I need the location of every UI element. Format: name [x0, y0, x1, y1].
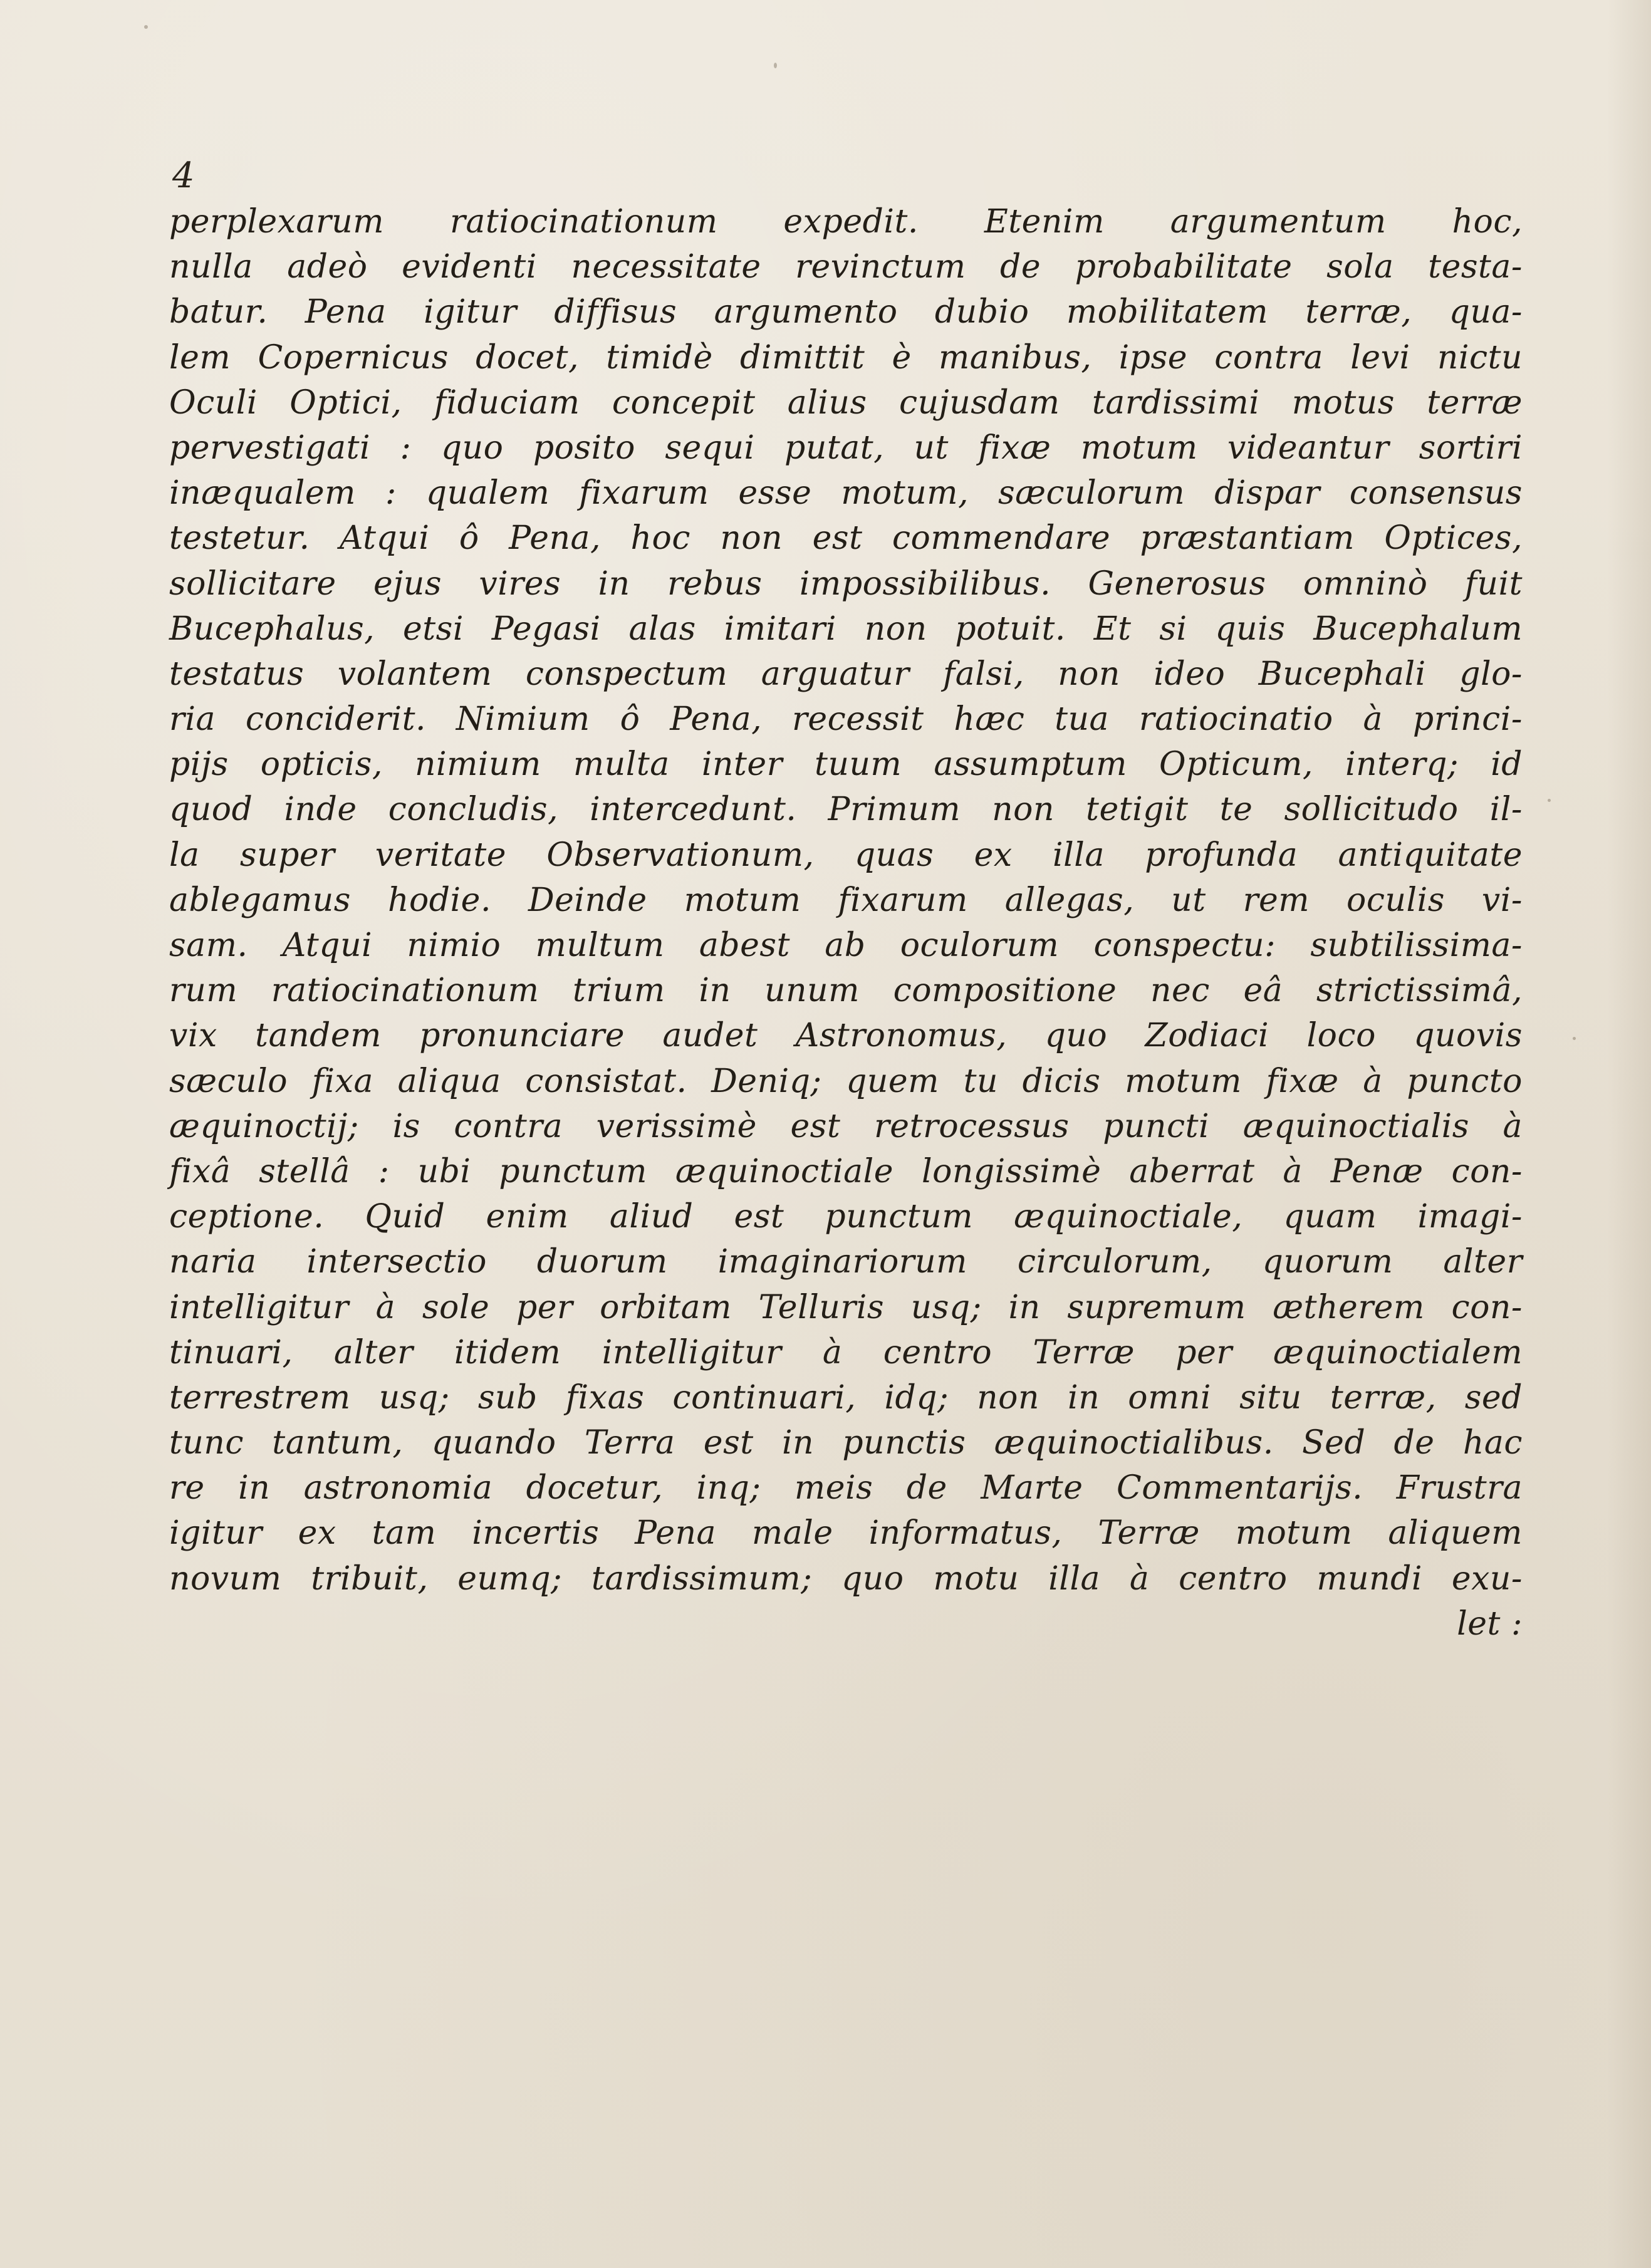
- text-line: novum tribuit, eumq; tardissimum; quo motu illa à centro mundi exu-: [169, 1559, 1523, 1598]
- text-line: inæqualem : qualem fixarum esse motum, sæculorum dispar consensus: [169, 474, 1523, 512]
- text-line: la super veritate Observationum, quas ex illa profunda antiquitate: [169, 836, 1523, 874]
- text-line: naria intersectio duorum imaginariorum circulorum, quorum alter: [169, 1243, 1523, 1281]
- text-line: fixâ stellâ : ubi punctum æquinoctiale longissimè aberrat à Penæ con-: [169, 1152, 1523, 1190]
- paper-speck: [774, 63, 777, 68]
- text-line: sollicitare ejus vires in rebus impossibilibus. Generosus omninò fuit: [169, 564, 1523, 603]
- text-line: pervestigati : quo posito sequi putat, ut fixæ motum videantur sortiri: [169, 429, 1523, 467]
- body-text: [169, 199, 1523, 1646]
- text-line: sam. Atqui nimio multum abest ab oculorum conspectu: subtilissima-: [169, 927, 1523, 964]
- page-number: 4: [172, 155, 195, 196]
- text-line: testetur. Atqui ô Pena, hoc non est commendare præstantiam Optices,: [169, 519, 1523, 558]
- text-line: batur. Pena igitur diffisus argumento dubio mobilitatem terræ, qua-: [169, 293, 1523, 331]
- text-line: terrestrem usq; sub fixas continuari, idq; non in omni situ terræ, sed: [169, 1378, 1523, 1417]
- paper-speck: [144, 25, 148, 29]
- text-line: tunc tantum, quando Terra est in punctis æquinoctialibus. Sed de hac: [169, 1424, 1523, 1462]
- text-line: re in astronomia docetur, inq; meis de Marte Commentarijs. Frustra: [169, 1469, 1523, 1507]
- paper-speck: [1573, 1037, 1576, 1040]
- text-line: testatus volantem conspectum arguatur falsi, non ideo Bucephali glo-: [169, 655, 1523, 693]
- text-line: intelligitur à sole per orbitam Telluris usq; in supremum ætherem con-: [169, 1288, 1523, 1326]
- text-line: Bucephalus, etsi Pegasi alas imitari non potuit. Et si quis Bucephalum: [169, 610, 1523, 648]
- text-line: ceptione. Quid enim aliud est punctum æquinoctiale, quam imagi-: [169, 1198, 1523, 1236]
- text-line: rum ratiocinationum trium in unum compositione nec eâ strictissimâ,: [169, 972, 1523, 1010]
- text-line: æquinoctij; is contra verissimè est retrocessus puncti æquinoctialis à: [169, 1107, 1523, 1145]
- text-line: pijs opticis, nimium multa inter tuum assumptum Opticum, interq; id: [169, 746, 1523, 784]
- text-line: lem Copernicus docet, timidè dimittit è manibus, ipse contra levi nictu: [169, 338, 1523, 377]
- text-line: ria conciderit. Nimium ô Pena, recessit hæc tua ratiocinatio à princi-: [169, 700, 1523, 739]
- catchword: let :: [1457, 1605, 1523, 1643]
- text-line: igitur ex tam incertis Pena male informatus, Terræ motum aliquem: [169, 1514, 1523, 1553]
- text-line: ablegamus hodie. Deinde motum fixarum allegas, ut rem oculis vi-: [169, 881, 1523, 919]
- page-edge-shadow: [1607, 0, 1651, 2268]
- text-line: nulla adeò evidenti necessitate revinctum de probabilitate sola testa-: [169, 248, 1523, 286]
- text-line: vix tandem pronunciare audet Astronomus, quo Zodiaci loco quovis: [169, 1017, 1523, 1055]
- text-line: sæculo fixa aliqua consistat. Deniq; quem tu dicis motum fixæ à puncto: [169, 1062, 1523, 1100]
- paper-speck: [1548, 799, 1551, 802]
- text-line: Oculi Optici, fiduciam concepit alius cujusdam tardissimi motus terræ: [169, 383, 1523, 422]
- text-line: perplexarum ratiocinationum expedit. Etenim argumentum hoc,: [169, 203, 1523, 241]
- text-line: quod inde concludis, intercedunt. Primum non tetigit te sollicitudo il-: [169, 791, 1523, 829]
- text-line: tinuari, alter itidem intelligitur à centro Terræ per æquinoctialem: [169, 1333, 1523, 1371]
